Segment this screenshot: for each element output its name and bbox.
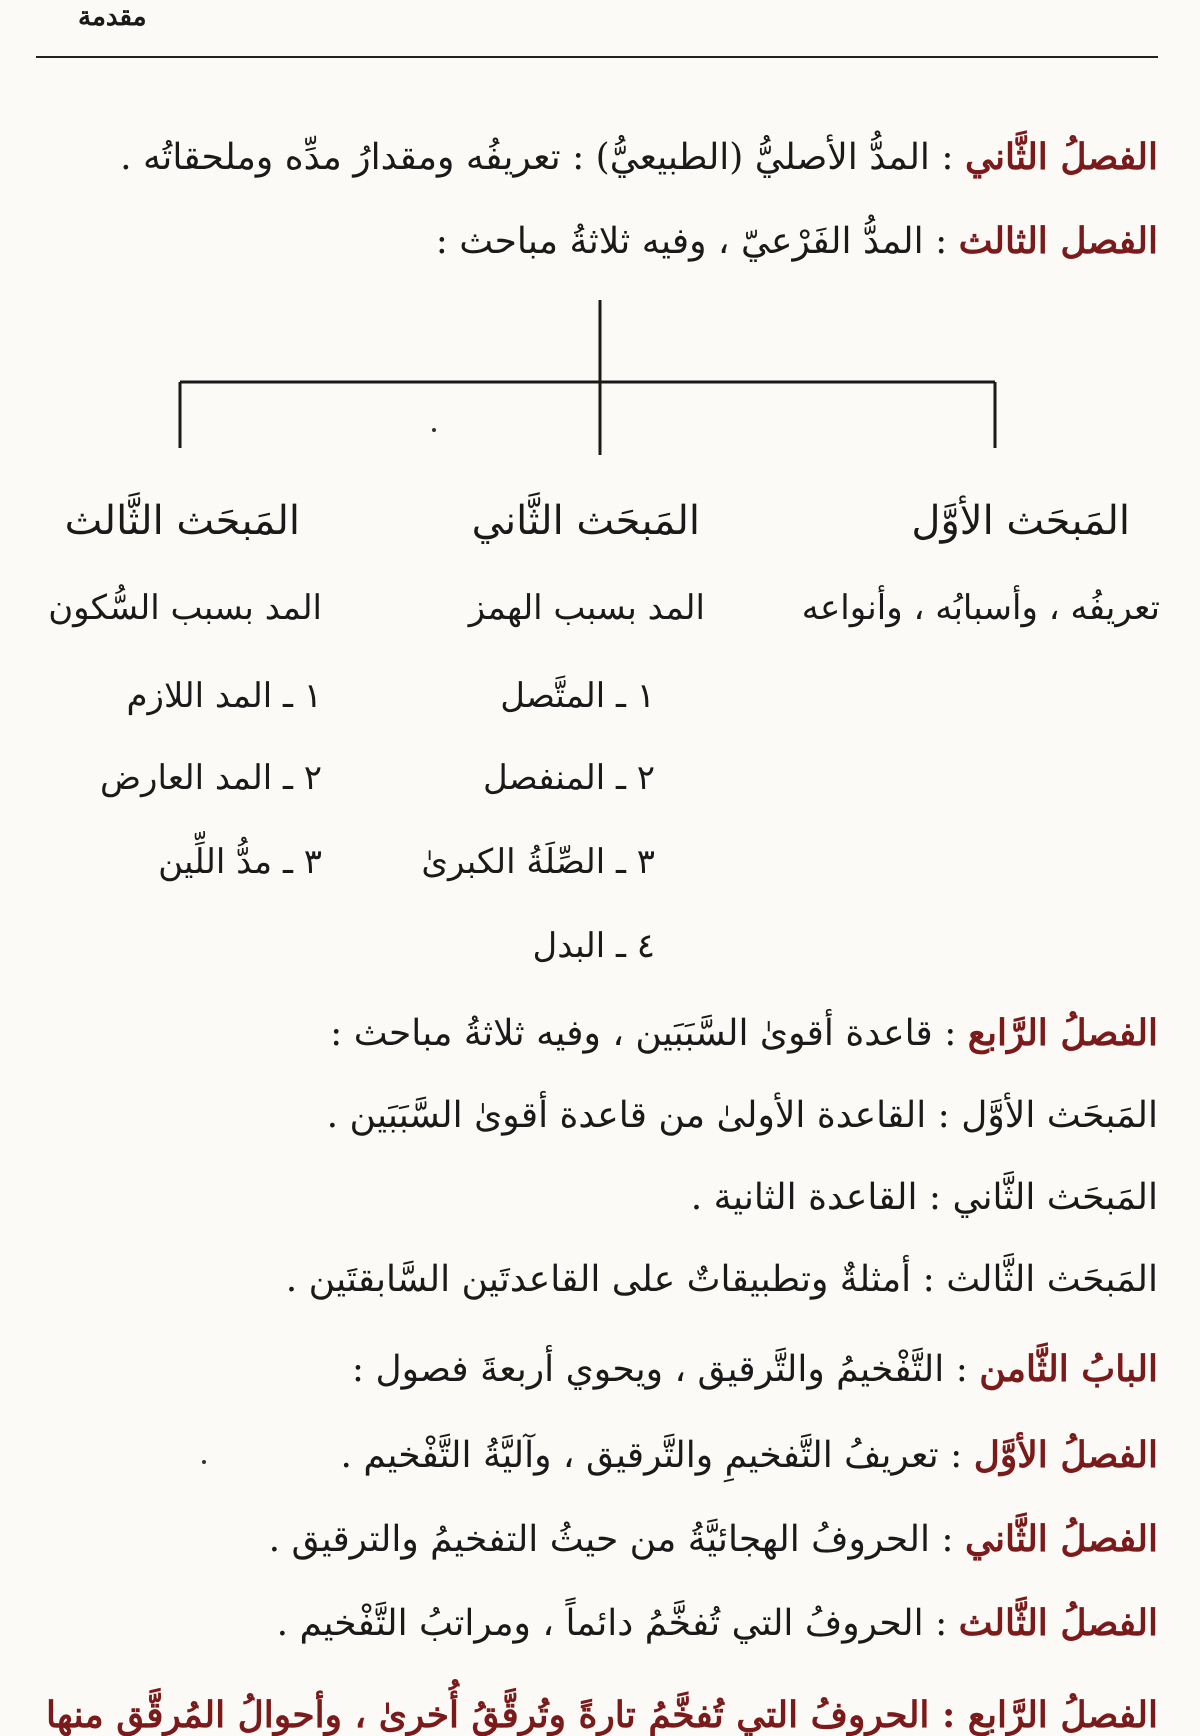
col2-item-4: ٤ ـ البدل xyxy=(532,926,655,966)
p2-text: : الحروفُ الهجائيَّةُ من حيثُ التفخيمُ والترقيق . xyxy=(268,1519,954,1560)
chapter-2-label: الفصلُ الثَّاني xyxy=(964,136,1158,178)
chapter-4-label: الفصلُ الرَّابع xyxy=(967,1012,1158,1054)
chapter-4-line xyxy=(330,1012,1158,1055)
col1-desc: تعريفُه ، وأسبابُه ، وأنواعه xyxy=(801,588,1160,628)
col3-title: المَبحَث الثَّالث xyxy=(64,498,300,544)
part-8-label: البابُ الثَّامن xyxy=(979,1348,1158,1390)
col3-item-2: ٢ ـ المد العارض xyxy=(99,758,322,798)
p1-label: الفصلُ الأوَّل xyxy=(973,1434,1158,1476)
p3-label: الفصلُ الثَّالث xyxy=(958,1602,1158,1644)
part-8-chapter-1 xyxy=(341,1434,1158,1477)
part-8-line xyxy=(352,1348,1158,1391)
section-3-line: المَبحَث الثَّالث : أمثلةٌ وتطبيقاتٌ على القاعدتَين السَّابقتَين . xyxy=(285,1259,1158,1300)
chapter-3-label: الفصل الثالث xyxy=(958,220,1158,262)
col2-title: المَبحَث الثَّاني xyxy=(471,498,700,544)
part-8-chapter-3 xyxy=(277,1602,1158,1645)
section-1-line: المَبحَث الأوَّل : القاعدة الأولىٰ من قاعدة أقوىٰ السَّبَبَين . xyxy=(326,1095,1158,1136)
col2-desc: المد بسبب الهمز xyxy=(468,588,705,628)
part-8-chapter-2 xyxy=(269,1518,1158,1561)
col2-item-2: ٢ ـ المنفصل xyxy=(483,758,655,798)
speck xyxy=(202,1460,206,1464)
col2-item-1: ١ ـ المتَّصل xyxy=(500,676,655,716)
part-8-text: : التَّفْخيمُ والتَّرقيق ، ويحوي أربعةَ فصول : xyxy=(351,1349,968,1390)
speck xyxy=(432,428,436,432)
col3-desc: المد بسبب السُّكون xyxy=(48,588,322,628)
section-2-line: المَبحَث الثَّاني : القاعدة الثانية . xyxy=(690,1177,1158,1218)
part-8-chapter-4-partial: الفصلُ الرَّابع : الحروفُ التي تُفخَّمُ تارةً وتُرقَّقُ أُخرىٰ ، وأحوالُ المُرقَّقِ منها xyxy=(45,1694,1158,1736)
col3-item-3: ٣ ـ مدُّ اللِّين xyxy=(158,842,322,882)
col2-item-3: ٣ ـ الصِّلَةُ الكبرىٰ xyxy=(421,842,655,882)
col3-item-1: ١ ـ المد اللازم xyxy=(126,676,322,716)
p3-text: : الحروفُ التي تُفخَّمُ دائماً ، ومراتبُ التَّفْخيم . xyxy=(276,1603,948,1644)
p2-label: الفصلُ الثَّاني xyxy=(964,1518,1158,1560)
chapter-4-text: : قاعدة أقوىٰ السَّبَبَين ، وفيه ثلاثةُ مباحث : xyxy=(330,1013,957,1054)
chapter-2-text: : المدُّ الأصليُّ (الطبيعيُّ) : تعريفُه ومقدارُ مدِّه وملحقاتُه . xyxy=(120,137,954,178)
p1-text: : تعريفُ التَّفخيمِ والتَّرقيق ، وآليَّةُ التَّفْخيم . xyxy=(340,1435,963,1476)
chapter-3-text: : المدُّ الفَرْعيّ ، وفيه ثلاثةُ مباحث : xyxy=(435,221,948,262)
col1-title: المَبحَث الأوَّل xyxy=(911,498,1130,544)
running-head: مقدمة xyxy=(78,2,147,32)
